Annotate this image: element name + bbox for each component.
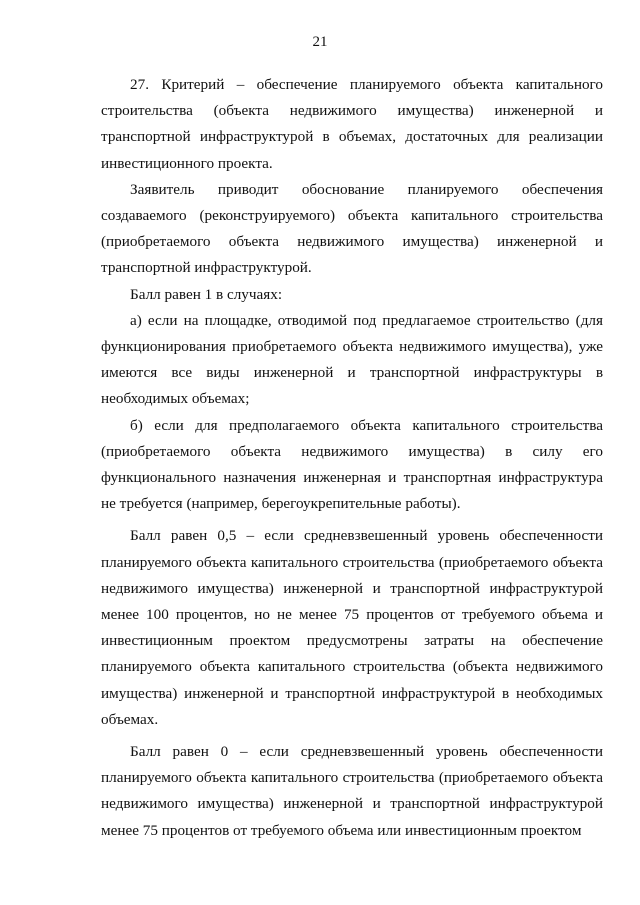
paragraph-criterion-27: 27. Критерий – обеспечение планируемого объекта капитального строительства (объекта недвижимого имущества) инженерной и транспортной инфраструктурой в объемах, достаточных для реализации инвестиционного проекта. xyxy=(101,76,603,172)
paragraph-score-1-heading: Балл равен 1 в случаях: xyxy=(130,285,283,303)
paragraph-applicant-justification: Заявитель приводит обоснование планируемого обеспечения создаваемого (реконструируемого) объекта капитального строительства (приобретаемого объекта недвижимого имущества) инженерной и транспортной инфраструктурой. xyxy=(101,180,603,277)
paragraph-case-a: а) если на площадке, отводимой под предлагаемое строительство (для функционирования приобретаемого объекта недвижимого имущества), уже имеются все виды инженерной и транспортной инфраструктуры в необходимых объемах; xyxy=(101,311,603,408)
paragraph-score-0-5: Балл равен 0,5 – если средневзвешенный уровень обеспеченности планируемого объекта капитального строительства (приобретаемого объекта недвижимого имущества) инженерной и транспортной инфраструктурой менее 100 процентов, но не менее 75 процентов от требуемого объема и инвестиционным проектом предусмотрены затраты на обеспечение планируемого объекта капитального строительства (объекта недвижимого имущества) инженерной и транспортной инфраструктурой в необходимых объемах. xyxy=(101,527,603,728)
document-body xyxy=(101,72,603,844)
page-number: 21 xyxy=(312,34,328,50)
paragraph-score-0: Балл равен 0 – если средневзвешенный уровень обеспеченности планируемого объекта капитального строительства (приобретаемого объекта недвижимого имущества) инженерной и транспортной инфраструктурой менее 75 процентов от требуемого объема или инвестиционным проектом xyxy=(101,743,603,839)
paragraph-case-b: б) если для предполагаемого объекта капитального строительства (приобретаемого объекта недвижимого имущества) в силу его функционального назначения инженерная и транспортная инфраструктура не требуется (например, берегоукрепительные работы). xyxy=(101,416,603,513)
